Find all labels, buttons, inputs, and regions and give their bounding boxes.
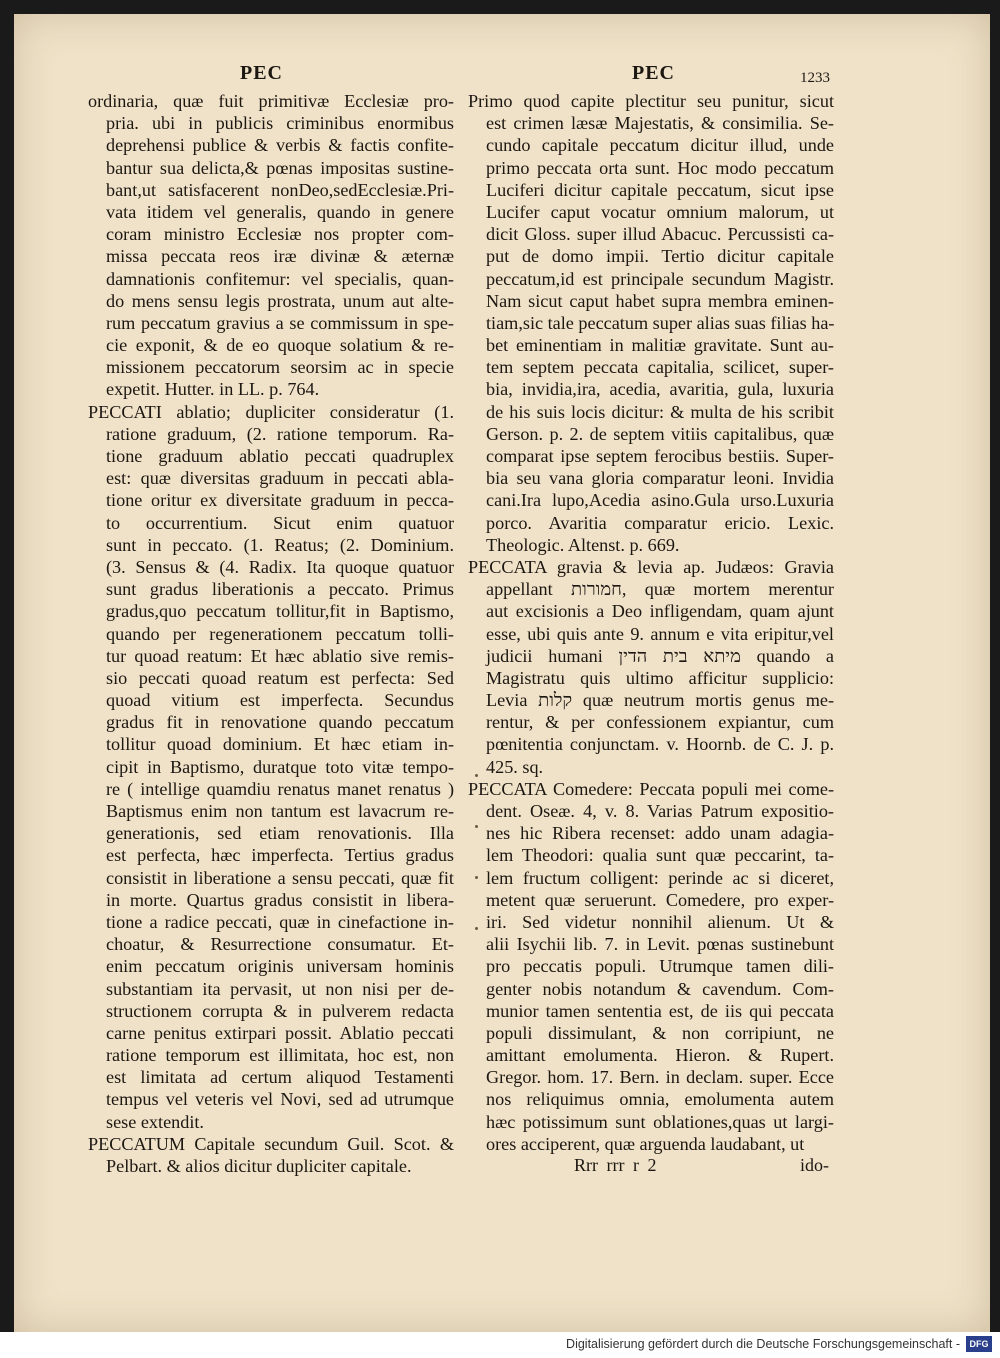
text-line: quoad vitium est imperfecta. Secundus [106, 690, 454, 711]
text-line: PECCATA Comedere: Peccata populi mei come- [468, 778, 834, 799]
text-line: dent. Oseæ. 4, v. 8. Varias Patrum expositio- [486, 801, 834, 821]
text-line: metent quæ seruerunt. Comedere, pro exper- [486, 889, 834, 910]
text-line: nes hic Ribera recenset: addo unam adagia- [486, 823, 834, 844]
text-line: damnationis confitemur: vel specialis, quan- [106, 268, 454, 289]
text-line: genter nobis notandum & cavendum. Com- [486, 978, 834, 999]
text-line: to occurrentium. Sicut enim quatuor [106, 512, 454, 533]
text-line: populi dissimulant, & non corripiunt, ne [486, 1022, 834, 1043]
text-line: ores acciperent, quæ arguenda laudabant, ut [486, 1133, 805, 1154]
text-line: primo peccata orta sunt. Hoc modo peccatum [486, 157, 834, 178]
text-line: missionem peccatorum seorsim ac in specie [106, 357, 454, 378]
text-line: cipit in Baptismo, duratque toto vitæ tempo- [106, 756, 454, 777]
signature-mark: Rrr rrr r 2 [574, 1155, 657, 1175]
digitization-footer [0, 1332, 1000, 1358]
text-line: appellant חמורות, quæ mortem merentur [486, 579, 834, 600]
text-line: pro peccatis populi. Utrumque tamen dili- [486, 956, 834, 977]
text-line: Luciferi dicitur capitale peccatum, sicut ipse [486, 179, 834, 200]
text-line: Gerson. p. 2. de septem vitiis capitalibus, quæ [486, 423, 834, 444]
text-line: sunt gradus liberationis a peccato. Primus [106, 579, 454, 600]
text-line: bet eminentiam in malitiæ gravitate. Sunt au- [486, 335, 834, 356]
text-line: sese extendit. [106, 1111, 204, 1132]
text-line: esse, ubi quis ante 9. annum e vita eripitur,vel [486, 623, 834, 644]
text-line: lem fructum colligent: perinde ac si diceret, [486, 867, 834, 888]
text-line: vata itidem vel generalis, quando in genere [106, 201, 454, 222]
text-line: nos reliquimus omnia, emolumenta autem [486, 1089, 834, 1110]
page-number: 1233 [800, 70, 830, 86]
text-line: 425. sq. [486, 756, 544, 777]
text-line: Nam sicut caput habet supra membra eminen- [486, 290, 834, 311]
text-line: in morte. Quartus gradus consistit in libera- [106, 889, 454, 910]
text-line: tione oritur ex diversitate graduum in pecca- [106, 490, 454, 511]
text-line: put de domo impii. Tertio dicitur capitale [486, 246, 834, 267]
text-line: gradus fit in renovatione quando peccatum [106, 712, 454, 733]
text-line: generationis, sed etiam renovationis. Illa [106, 823, 454, 844]
text-line: ratione graduum, (2. ratione temporum. Ra- [106, 423, 454, 444]
text-line: deprehensi publice & verbis & factis confite- [106, 135, 454, 156]
text-line: Theologic. Altenst. p. 669. [486, 534, 680, 555]
text-line: PECCATI ablatio; dupliciter consideratur (1. [88, 401, 454, 422]
text-line: cie exponit, & de eo quoque solatium & re- [106, 335, 454, 356]
text-line: est crimen læsæ Majestatis, & consimilia. Se- [486, 113, 834, 134]
text-line: expetit. Hutter. in LL. p. 764. [106, 379, 320, 400]
text-line: tollitur quoad dominium. Et hæc etiam in- [106, 734, 454, 755]
text-line: tur quoad reatum: Et hæc ablatio sive remis- [106, 645, 454, 666]
running-head-right: PEC [632, 62, 675, 84]
text-line: Baptismus enim non tantum est lavacrum re- [106, 801, 454, 821]
text-line: Lucifer caput vocatur omnium malorum, ut [486, 201, 834, 222]
text-line: pœnitentia conjunctam. v. Hoornb. de C. J. p. [486, 734, 834, 755]
text-line: gradus,quo peccatum tollitur,fit in Baptismo, [106, 601, 454, 622]
text-line: est: quæ diversitas graduum in peccati abla- [106, 468, 454, 489]
text-line: alii Isychii lib. 7. in Levit. pœnas sustinebunt [486, 934, 834, 955]
text-line: bia, invidia,ira, acedia, avaritia, gula, luxuria [486, 379, 834, 400]
text-line: amittant emolumenta. Hieron. & Rupert. [486, 1045, 834, 1066]
text-line: tione a radice peccati, quæ in cinefactione in- [106, 911, 454, 932]
text-line: tem septem peccata capitalia, scilicet, super- [486, 357, 834, 378]
text-line: carne penitus extirpari possit. Ablatio peccati [106, 1022, 454, 1043]
text-line: rum peccatum gravius a se commissum in spe- [106, 312, 454, 333]
footer-text: Digitalisierung gefördert durch die Deutsche Forschungsgemeinschaft - [566, 1337, 960, 1351]
text-line: dicit Gloss. super illud Abacuc. Percussisti ca- [486, 224, 834, 245]
text-line: ordinaria, quæ fuit primitivæ Ecclesiæ pro- [88, 91, 454, 111]
text-line: (3. Sensus & (4. Radix. Ita quoque quatuor [106, 556, 454, 577]
text-line: re ( intellige quamdiu renatus manet renatus ) [106, 778, 454, 799]
text-line: Magistratu quis ultimo afficitur supplicio: [486, 667, 834, 688]
text-line: porco. Avaritia comparatur ericio. Lexic. [486, 512, 834, 533]
text-line: sunt in peccato. (1. Reatus; (2. Dominium. [106, 534, 454, 555]
text-line: bant,ut satisfacerent nonDeo,sedEcclesiæ.Pri- [106, 179, 454, 200]
text-line: choatur, & Resurrectione consumatur. Et- [106, 934, 454, 955]
running-head-left: PEC [240, 62, 283, 84]
text-line: cani.Ira lupo,Acedia asino.Gula urso.Luxuria [486, 490, 834, 511]
right-column [468, 90, 834, 1155]
text-line: bantur sua delicta,& pœnas impositas sustine- [106, 157, 454, 178]
text-line: Gregor. hom. 17. Bern. in declam. super. Ecce [486, 1067, 834, 1088]
text-line: peccatum,id est principale secundum Magistr. [486, 268, 834, 289]
text-line: est limitata ad certum aliquod Testamenti [106, 1067, 454, 1088]
text-line: PECCATUM Capitale secundum Guil. Scot. & [88, 1133, 454, 1154]
text-line: comparat ipse septem ferocibus bestiis. Super- [486, 446, 834, 466]
text-line: bia seu vana gloria comparatur leoni. Invidia [486, 468, 834, 489]
text-line: consistit in liberatione a sensu peccati, quæ fit [106, 867, 454, 888]
text-line: pria. ubi in publicis criminibus enormibus [106, 113, 454, 134]
text-line: tione graduum ablatio peccati quadruplex [106, 446, 454, 466]
text-line: rentur, & per confessionem expiantur, cum [486, 712, 834, 733]
text-line: munior tamen sententia est, de iis qui peccata [486, 1000, 834, 1021]
text-line: est perfecta, hæc imperfecta. Tertius gradus [106, 845, 454, 866]
catchword: ido- [800, 1155, 829, 1175]
text-line: sio peccati quoad reatum est perfecta: Sed [106, 667, 454, 688]
text-line: Primo quod capite plectitur seu punitur, sicut [468, 91, 834, 111]
dfg-logo: DFG [966, 1336, 992, 1352]
text-line: missa peccata reos iræ divinæ & æternæ [106, 246, 454, 267]
text-line: substantiam ita pervasit, ut non nisi per de- [106, 978, 454, 999]
text-line: iri. Sed videtur nonnihil alienum. Ut & [486, 911, 834, 932]
left-column [88, 90, 454, 1177]
text-line: hæc potissimum sunt oblationes,quas ut largi- [486, 1111, 834, 1132]
text-line: PECCATA gravia & levia ap. Judæos: Gravia [468, 556, 834, 577]
text-line: ratione temporum est illimitata, hoc est, non [106, 1045, 454, 1066]
text-line: cundo capitale peccatum dicitur illud, unde [486, 135, 834, 156]
text-line: structionem corrupta & in pulverem redacta [106, 1000, 454, 1021]
text-line: lem Theodori: qualia sunt quæ peccarint, ta- [486, 845, 834, 866]
text-line: do mens sensu legis prostrata, unum aut alte- [106, 290, 454, 311]
text-line: coram ministro Ecclesiæ nos propter com- [106, 224, 454, 245]
text-line: enim peccatum originis universam hominis [106, 956, 454, 977]
text-line: tempus vel veteris vel Novi, sed ad utrumque [106, 1089, 454, 1110]
text-line: aut excisionis a Deo infligendam, quam ajunt [486, 601, 834, 622]
text-line: Pelbart. & alios dicitur dupliciter capitale. [106, 1156, 412, 1176]
text-line: Levia קלות quæ neutrum mortis genus me- [486, 690, 834, 711]
text-line: tiam,sic tale peccatum super alias suas filias ha- [486, 312, 834, 333]
text-line: judicii humani מיתא בית הדין quando a [486, 645, 834, 666]
text-line: de his suis locis dicitur: & multa de his scribit [486, 401, 834, 422]
text-line: quando per regenerationem peccatum tolli- [106, 623, 454, 644]
